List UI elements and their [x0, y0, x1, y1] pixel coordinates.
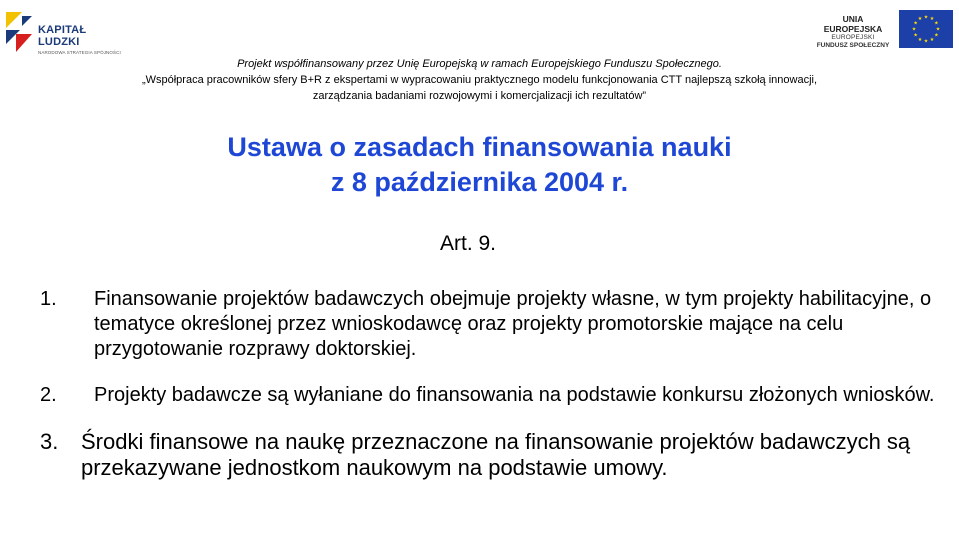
ue-line2: EUROPEJSKI [831, 34, 875, 41]
kapital-ludzki-logo [4, 10, 129, 54]
eu-star-icon: ★ [913, 32, 918, 39]
document-title [0, 130, 959, 200]
eu-star-icon: ★ [929, 16, 935, 23]
ue-line1: UNIA EUROPEJSKA [823, 14, 883, 34]
eu-star-icon: ★ [923, 38, 929, 45]
eu-star-icon: ★ [934, 32, 939, 39]
eu-star-icon: ★ [911, 26, 917, 33]
item-text: Finansowanie projektów badawczych obejmuje projekty własne, w tym projekty habilitacyjne, o tematyce określonej przez wnioskodawcę oraz projekty promotorskie mające na celu przygotowanie rozprawy doktorskiej. [94, 288, 932, 360]
project-header [0, 56, 959, 104]
title-line1: Ustawa o zasadach finansowania nauki [227, 132, 732, 162]
eu-star-icon: ★ [917, 16, 923, 23]
item-number: 1. [40, 288, 57, 310]
article-number: Art. 9. [440, 232, 497, 255]
item-text: Projekty badawcze są wyłaniane do finansowania na podstawie konkursu złożonych wniosków. [94, 384, 935, 406]
item-text: Środki finansowe na naukę przeznaczone na finansowanie projektów badawczych są przekazywane jednostkom naukowym na podstawie umowy. [81, 429, 911, 480]
project-header-line1: Projekt współfinansowany przez Unię Europejską w ramach Europejskiego Funduszu Społecznego. [237, 58, 722, 70]
project-header-line2: „Współpraca pracowników sfery B+R z ekspertami w wypracowaniu praktycznego modelu funkcjonowania CTT najlepszą szkołą innowacji, [141, 74, 818, 86]
item-number: 2. [40, 384, 57, 406]
eu-star-icon: ★ [917, 36, 923, 43]
eu-star-icon: ★ [913, 20, 918, 27]
kapital-ludzki-title: KAPITAŁ LUDZKI [38, 24, 87, 48]
project-header-line3: zarządzania badaniami rozwojowymi i komercjalizacji ich rezultatów” [312, 90, 647, 102]
eu-star-icon: ★ [929, 36, 935, 43]
ue-line3: FUNDUSZ SPOŁECZNY [816, 42, 890, 49]
list-item [40, 429, 940, 481]
title-line2: z 8 października 2004 r. [330, 167, 629, 197]
ue-efs-logo [813, 10, 953, 50]
list-item [40, 287, 940, 362]
item-number: 3. [40, 429, 59, 454]
kapital-ludzki-subtitle: NARODOWA STRATEGIA SPÓJNOŚCI [38, 50, 121, 55]
eu-star-icon: ★ [935, 26, 941, 33]
list-item [40, 383, 940, 408]
kapital-ludzki-mark-icon [4, 10, 34, 54]
eu-flag-icon [899, 10, 953, 48]
article-paragraphs [40, 287, 940, 502]
eu-star-icon: ★ [923, 14, 929, 21]
eu-star-icon: ★ [934, 20, 939, 27]
